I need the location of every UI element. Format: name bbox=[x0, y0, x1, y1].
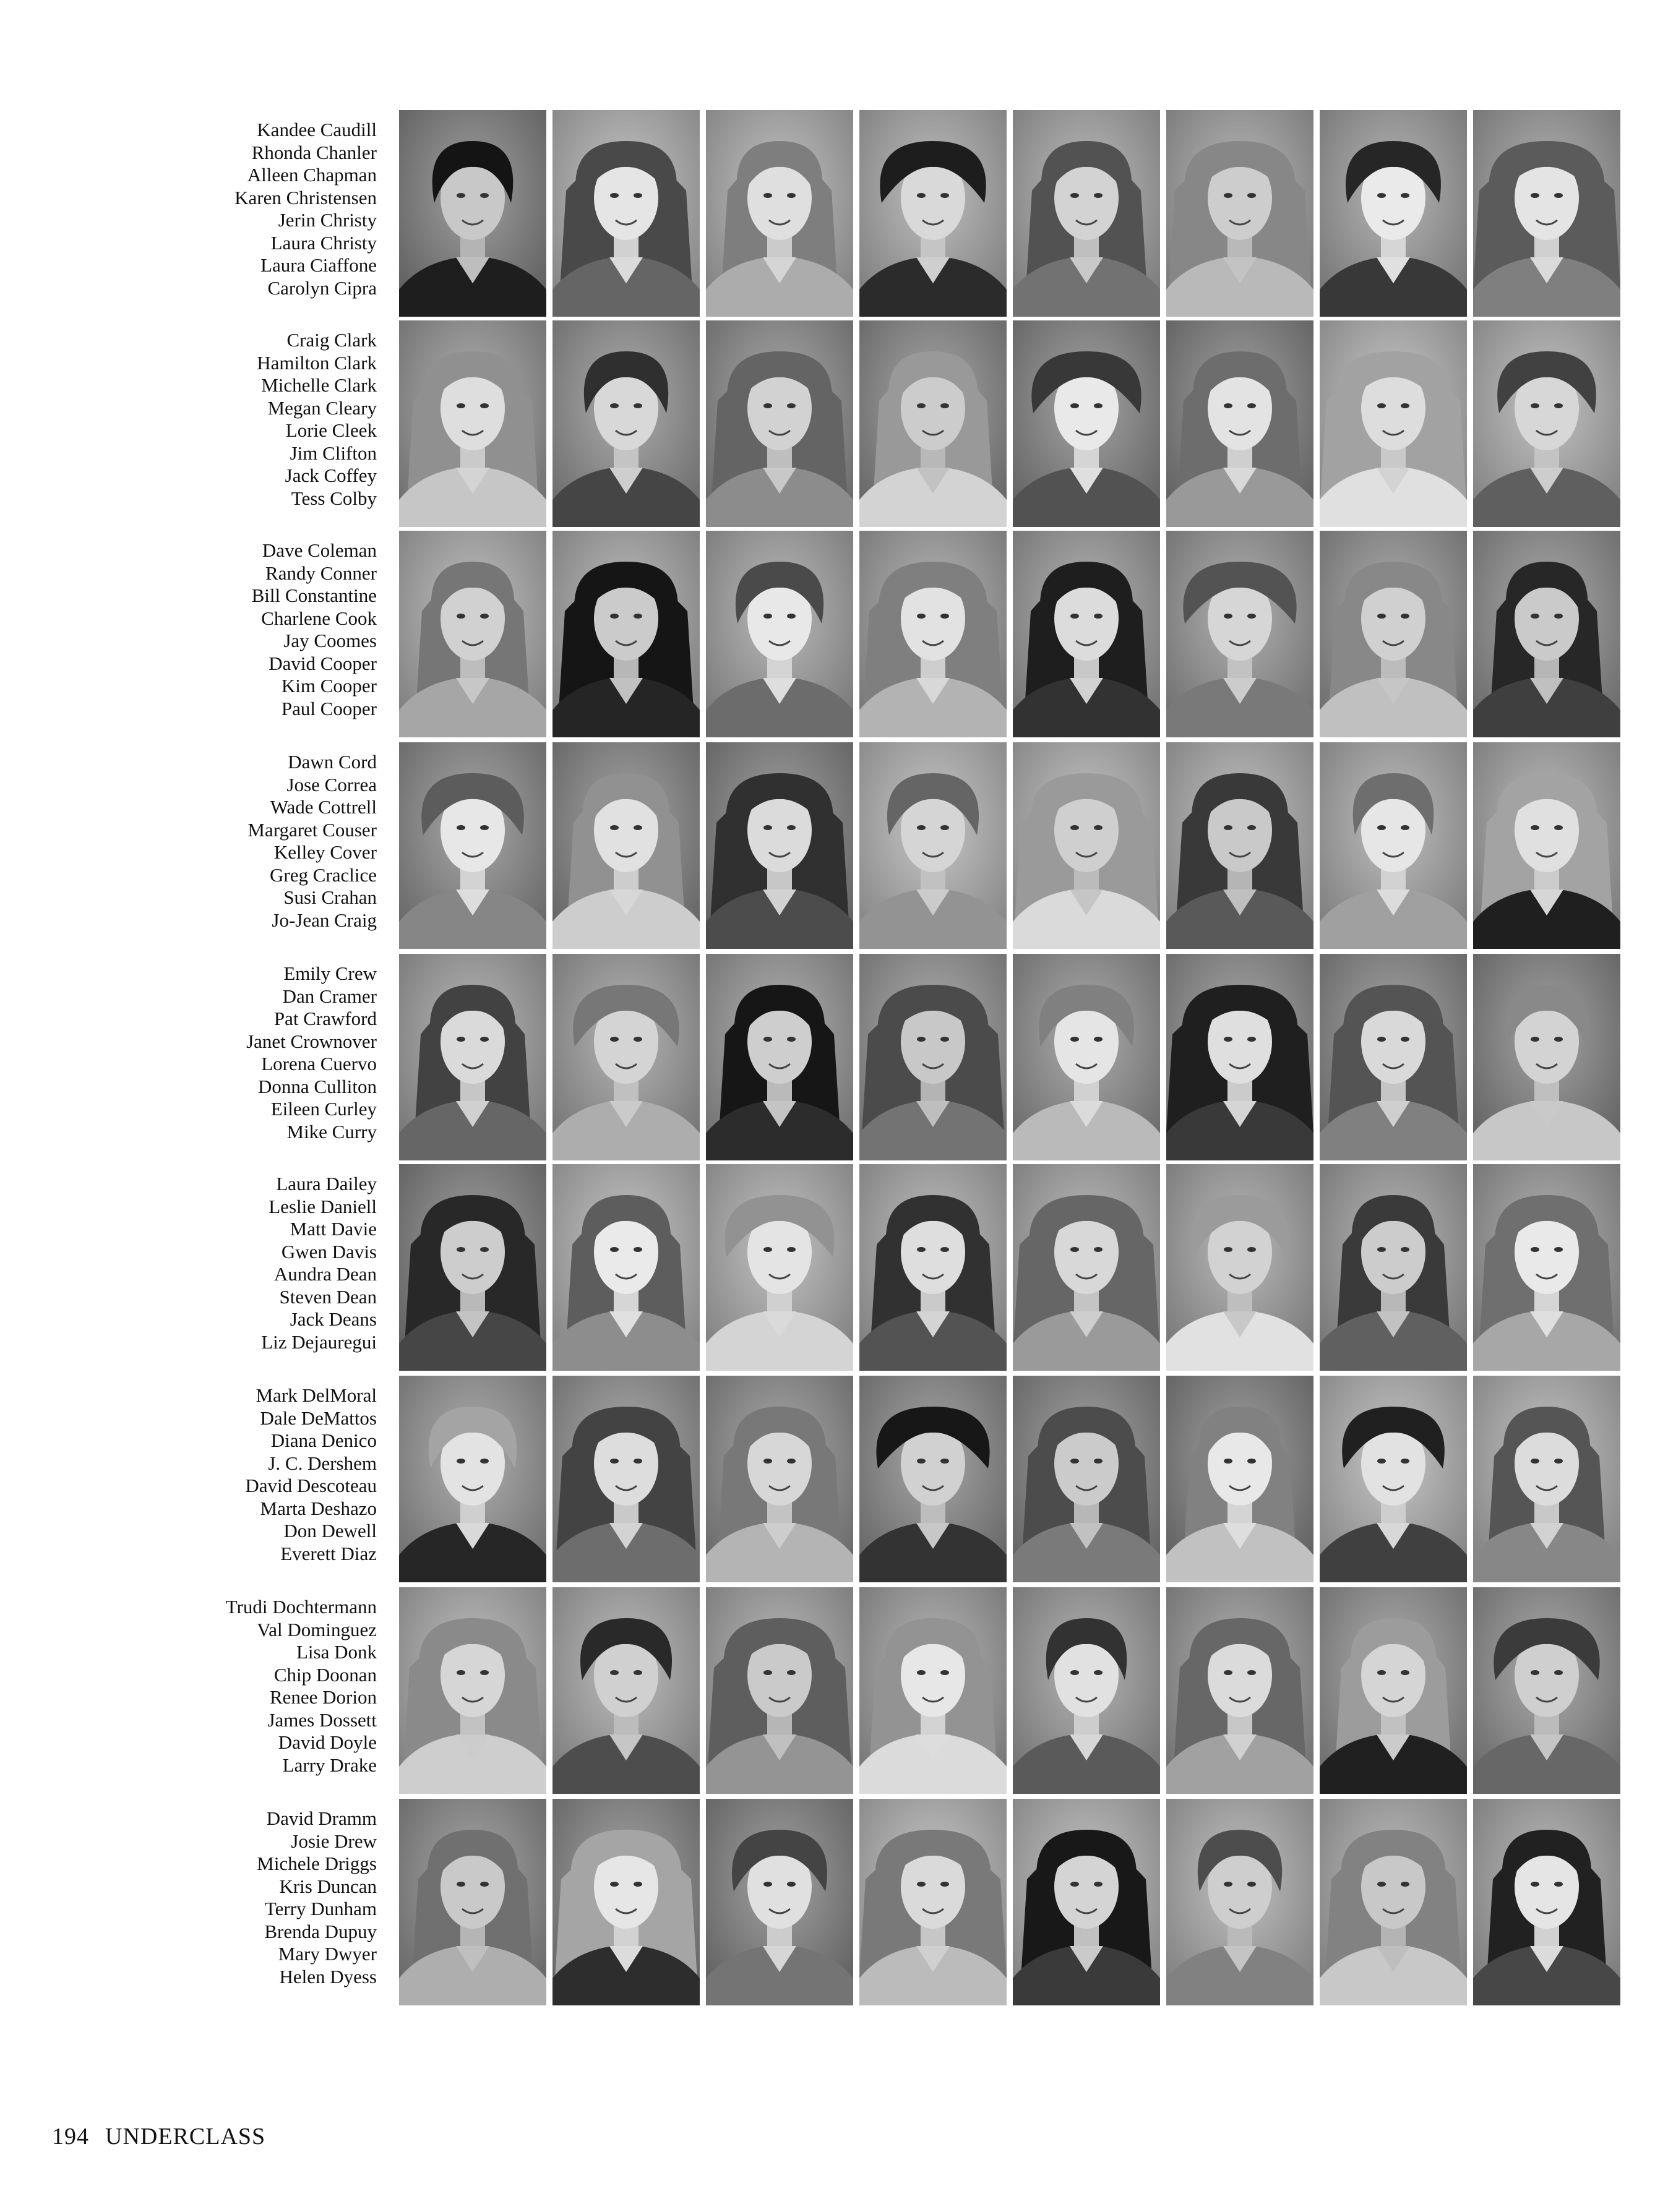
student-portrait bbox=[399, 1799, 546, 2005]
student-name: Kim Cooper bbox=[281, 675, 377, 697]
student-portrait bbox=[1320, 110, 1467, 317]
student-name: Kris Duncan bbox=[279, 1875, 377, 1897]
student-name: Dan Cramer bbox=[282, 985, 377, 1007]
student-name: Mike Curry bbox=[286, 1120, 377, 1142]
student-name: Susi Crahan bbox=[283, 886, 377, 908]
student-portrait bbox=[1473, 954, 1620, 1160]
student-portrait bbox=[706, 1164, 853, 1371]
student-portrait bbox=[399, 742, 546, 949]
student-portrait bbox=[859, 1799, 1007, 2005]
student-name: Charlene Cook bbox=[261, 607, 377, 629]
name-list bbox=[124, 751, 377, 932]
student-portrait bbox=[1013, 531, 1160, 737]
student-name: J. C. Dershem bbox=[268, 1452, 377, 1474]
portrait-row bbox=[0, 320, 1668, 527]
photo-strip bbox=[399, 954, 1636, 1160]
name-list bbox=[124, 329, 377, 510]
student-name: David Descoteau bbox=[245, 1475, 377, 1496]
student-portrait bbox=[1320, 320, 1467, 527]
portrait-row bbox=[0, 1587, 1668, 1794]
student-name: Marta Deshazo bbox=[260, 1497, 377, 1519]
student-name: Pat Crawford bbox=[273, 1008, 377, 1029]
portrait-row bbox=[0, 531, 1668, 737]
student-name: Renee Dorion bbox=[269, 1686, 377, 1708]
photo-strip bbox=[399, 320, 1636, 527]
student-name: Jack Deans bbox=[290, 1308, 377, 1330]
page-footer bbox=[52, 2123, 265, 2150]
student-portrait bbox=[859, 742, 1007, 949]
student-name: David Dramm bbox=[266, 1807, 377, 1829]
student-name: Jay Coomes bbox=[283, 630, 377, 651]
student-name: James Dossett bbox=[267, 1708, 377, 1731]
student-portrait bbox=[1013, 1587, 1160, 1794]
student-portrait bbox=[1013, 1164, 1160, 1371]
name-list bbox=[124, 539, 377, 720]
student-portrait bbox=[399, 954, 546, 1160]
student-name: David Doyle bbox=[278, 1731, 377, 1753]
student-portrait bbox=[552, 110, 700, 317]
student-name: Gwen Davis bbox=[281, 1240, 377, 1262]
student-name: Everett Diaz bbox=[280, 1542, 377, 1564]
student-name: Jerin Christy bbox=[278, 209, 377, 231]
student-name: Lorena Cuervo bbox=[261, 1053, 377, 1074]
student-name: Mary Dwyer bbox=[278, 1943, 377, 1965]
student-name: Leslie Daniell bbox=[269, 1195, 377, 1217]
student-name: Jim Clifton bbox=[290, 442, 377, 464]
student-portrait bbox=[1473, 320, 1620, 527]
student-portrait bbox=[1166, 1376, 1313, 1582]
student-name: Matt Davie bbox=[290, 1218, 377, 1240]
student-portrait bbox=[1013, 1799, 1160, 2005]
page-number: 194 bbox=[52, 2124, 89, 2150]
student-portrait bbox=[706, 110, 853, 317]
student-name: Jack Coffey bbox=[285, 465, 377, 486]
student-name: Josie Drew bbox=[291, 1830, 377, 1852]
student-name: Carolyn Cipra bbox=[267, 276, 377, 299]
student-name: Aundra Dean bbox=[273, 1263, 377, 1285]
student-portrait bbox=[1320, 1376, 1467, 1582]
student-portrait bbox=[1320, 742, 1467, 949]
student-portrait bbox=[552, 954, 700, 1160]
student-name: Eileen Curley bbox=[270, 1098, 377, 1120]
student-portrait bbox=[859, 1587, 1007, 1794]
student-name: Tess Colby bbox=[291, 487, 377, 509]
photo-strip bbox=[399, 742, 1636, 949]
student-name: Larry Drake bbox=[282, 1754, 377, 1776]
student-name: Paul Cooper bbox=[281, 697, 377, 719]
student-portrait bbox=[552, 742, 700, 949]
student-name: Val Dominguez bbox=[257, 1618, 377, 1640]
student-name: Steven Dean bbox=[279, 1285, 377, 1308]
student-portrait bbox=[859, 954, 1007, 1160]
student-portrait bbox=[859, 531, 1007, 737]
student-portrait bbox=[1166, 954, 1313, 1160]
student-name: Dale DeMattos bbox=[260, 1407, 377, 1429]
student-portrait bbox=[706, 1376, 853, 1582]
portrait-row bbox=[0, 1376, 1668, 1582]
student-portrait bbox=[1473, 1376, 1620, 1582]
photo-strip bbox=[399, 110, 1636, 317]
student-name: Donna Culliton bbox=[257, 1075, 377, 1097]
student-name: Laura Ciaffone bbox=[260, 254, 377, 276]
student-portrait bbox=[706, 954, 853, 1160]
student-portrait bbox=[706, 1799, 853, 2005]
student-portrait bbox=[1320, 1799, 1467, 2005]
student-portrait bbox=[399, 531, 546, 737]
student-name: Craig Clark bbox=[286, 329, 377, 351]
portrait-row bbox=[0, 110, 1668, 317]
student-portrait bbox=[1473, 1164, 1620, 1371]
student-portrait bbox=[1320, 1587, 1467, 1794]
student-portrait bbox=[1013, 110, 1160, 317]
student-name: Emily Crew bbox=[283, 962, 377, 984]
student-name: Laura Christy bbox=[270, 231, 377, 254]
student-portrait bbox=[706, 531, 853, 737]
student-name: Lorie Cleek bbox=[285, 419, 377, 441]
photo-strip bbox=[399, 1376, 1636, 1582]
student-portrait bbox=[552, 1799, 700, 2005]
student-portrait bbox=[859, 1376, 1007, 1582]
student-name: Lisa Donk bbox=[296, 1641, 377, 1663]
student-portrait bbox=[552, 1587, 700, 1794]
student-name: David Cooper bbox=[269, 652, 377, 674]
portrait-row bbox=[0, 742, 1668, 949]
student-portrait bbox=[552, 1376, 700, 1582]
student-portrait bbox=[1013, 954, 1160, 1160]
portrait-row bbox=[0, 954, 1668, 1160]
name-list bbox=[124, 962, 377, 1143]
student-portrait bbox=[399, 1164, 546, 1371]
student-name: Megan Cleary bbox=[267, 397, 377, 419]
student-portrait bbox=[552, 531, 700, 737]
student-name: Don Dewell bbox=[283, 1520, 377, 1541]
student-portrait bbox=[1166, 320, 1313, 527]
student-portrait bbox=[1166, 110, 1313, 317]
student-name: Kandee Caudill bbox=[257, 119, 377, 140]
student-portrait bbox=[399, 1376, 546, 1582]
student-name: Margaret Couser bbox=[247, 818, 377, 841]
student-name: Rhonda Chanler bbox=[251, 141, 377, 163]
student-name: Kelley Cover bbox=[273, 841, 377, 863]
student-name: Brenda Dupuy bbox=[264, 1920, 377, 1942]
portrait-row bbox=[0, 1164, 1668, 1371]
student-portrait bbox=[1166, 1164, 1313, 1371]
student-name: Randy Conner bbox=[265, 562, 377, 584]
student-name: Alleen Chapman bbox=[247, 164, 377, 186]
photo-strip bbox=[399, 1164, 1636, 1371]
portrait-row bbox=[0, 1799, 1668, 2005]
student-portrait bbox=[1473, 1587, 1620, 1794]
student-name: Laura Dailey bbox=[276, 1173, 377, 1194]
student-name: Greg Craclice bbox=[270, 864, 377, 886]
student-portrait bbox=[552, 320, 700, 527]
student-portrait bbox=[706, 320, 853, 527]
student-portrait bbox=[1166, 1799, 1313, 2005]
student-portrait bbox=[1473, 1799, 1620, 2005]
student-name: Diana Denico bbox=[270, 1430, 377, 1451]
student-portrait bbox=[1166, 1587, 1313, 1794]
student-name: Bill Constantine bbox=[251, 585, 377, 606]
student-name: Karen Christensen bbox=[234, 186, 377, 208]
student-name: Mark DelMoral bbox=[256, 1384, 377, 1406]
student-name: Dawn Cord bbox=[288, 751, 377, 773]
student-portrait bbox=[1320, 954, 1467, 1160]
student-name: Hamilton Clark bbox=[257, 351, 377, 374]
student-name: Terry Dunham bbox=[264, 1898, 377, 1919]
student-name: Helen Dyess bbox=[279, 1965, 377, 1987]
photo-strip bbox=[399, 531, 1636, 737]
name-list bbox=[124, 1807, 377, 1988]
student-portrait bbox=[1013, 1376, 1160, 1582]
student-name: Chip Doonan bbox=[273, 1663, 377, 1686]
student-portrait bbox=[859, 110, 1007, 317]
student-portrait bbox=[552, 1164, 700, 1371]
student-portrait bbox=[1473, 110, 1620, 317]
name-list bbox=[124, 1384, 377, 1565]
student-name: Wade Cottrell bbox=[270, 796, 377, 818]
student-portrait bbox=[1473, 742, 1620, 949]
student-portrait bbox=[1166, 742, 1313, 949]
student-portrait bbox=[399, 110, 546, 317]
student-name: Michele Driggs bbox=[257, 1853, 377, 1874]
student-portrait bbox=[1473, 531, 1620, 737]
name-list bbox=[124, 1173, 377, 1353]
student-portrait bbox=[859, 1164, 1007, 1371]
student-name: Trudi Dochtermann bbox=[225, 1596, 377, 1618]
student-portrait bbox=[399, 1587, 546, 1794]
student-portrait bbox=[1320, 531, 1467, 737]
student-portrait bbox=[1166, 531, 1313, 737]
student-portrait bbox=[1013, 742, 1160, 949]
student-name: Michelle Clark bbox=[261, 374, 377, 396]
student-name: Dave Coleman bbox=[262, 539, 377, 561]
student-name: Liz Dejauregui bbox=[261, 1331, 377, 1353]
name-list bbox=[124, 119, 377, 299]
student-portrait bbox=[399, 320, 546, 527]
student-name: Jo-Jean Craig bbox=[272, 909, 377, 931]
student-portrait bbox=[1013, 320, 1160, 527]
photo-strip bbox=[399, 1587, 1636, 1794]
student-portrait bbox=[1320, 1164, 1467, 1371]
photo-strip bbox=[399, 1799, 1636, 2005]
student-name: Jose Correa bbox=[286, 773, 377, 795]
student-portrait bbox=[859, 320, 1007, 527]
section-title: UNDERCLASS bbox=[105, 2124, 266, 2150]
student-portrait bbox=[706, 742, 853, 949]
name-list bbox=[124, 1596, 377, 1777]
student-portrait bbox=[706, 1587, 853, 1794]
student-name: Janet Crownover bbox=[246, 1030, 377, 1052]
